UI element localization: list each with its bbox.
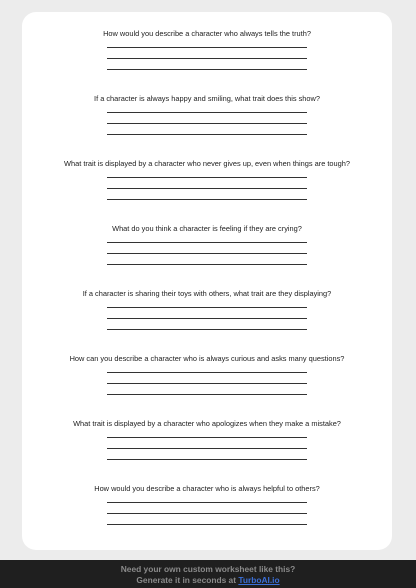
- answer-line: [107, 329, 307, 330]
- answer-line: [107, 188, 307, 189]
- question-text: What do you think a character is feeling if they are crying?: [112, 224, 302, 233]
- footer-subline-text: Generate it in seconds at: [136, 575, 239, 585]
- answer-line: [107, 199, 307, 200]
- answer-line: [107, 242, 307, 243]
- answer-line: [107, 502, 307, 503]
- question-text: If a character is always happy and smiling, what trait does this show?: [94, 94, 320, 103]
- question-block: [22, 419, 392, 429]
- question-block: [22, 484, 392, 494]
- answer-line: [107, 123, 307, 124]
- answer-line: [107, 69, 307, 70]
- answer-line: [107, 264, 307, 265]
- promo-footer: [0, 560, 416, 588]
- answer-line: [107, 437, 307, 438]
- question-text: How can you describe a character who is always curious and asks many questions?: [69, 354, 345, 363]
- footer-headline: Need your own custom worksheet like this?: [120, 564, 296, 574]
- question-text: How would you describe a character who is always helpful to others?: [94, 484, 320, 493]
- answer-line: [107, 58, 307, 59]
- question-block: [22, 29, 392, 39]
- answer-line: [107, 318, 307, 319]
- answer-line: [107, 177, 307, 178]
- turboai-link[interactable]: TurboAI.io: [238, 575, 280, 585]
- answer-line: [107, 112, 307, 113]
- answer-line: [107, 372, 307, 373]
- question-block: [22, 289, 392, 299]
- footer-subline: [0, 575, 416, 585]
- question-block: [22, 159, 392, 169]
- question-text: What trait is displayed by a character who apologizes when they make a mistake?: [73, 419, 341, 428]
- answer-line: [107, 253, 307, 254]
- question-text: If a character is sharing their toys with others, what trait are they displaying?: [82, 289, 332, 298]
- question-text: How would you describe a character who always tells the truth?: [103, 29, 311, 38]
- answer-line: [107, 47, 307, 48]
- worksheet-page: [22, 12, 392, 550]
- answer-line: [107, 134, 307, 135]
- question-text: What trait is displayed by a character who never gives up, even when things are tough?: [64, 159, 350, 168]
- question-block: [22, 94, 392, 104]
- answer-line: [107, 459, 307, 460]
- answer-line: [107, 513, 307, 514]
- answer-line: [107, 394, 307, 395]
- answer-line: [107, 383, 307, 384]
- question-block: [22, 224, 392, 234]
- question-block: [22, 354, 392, 364]
- answer-line: [107, 307, 307, 308]
- answer-line: [107, 448, 307, 449]
- answer-line: [107, 524, 307, 525]
